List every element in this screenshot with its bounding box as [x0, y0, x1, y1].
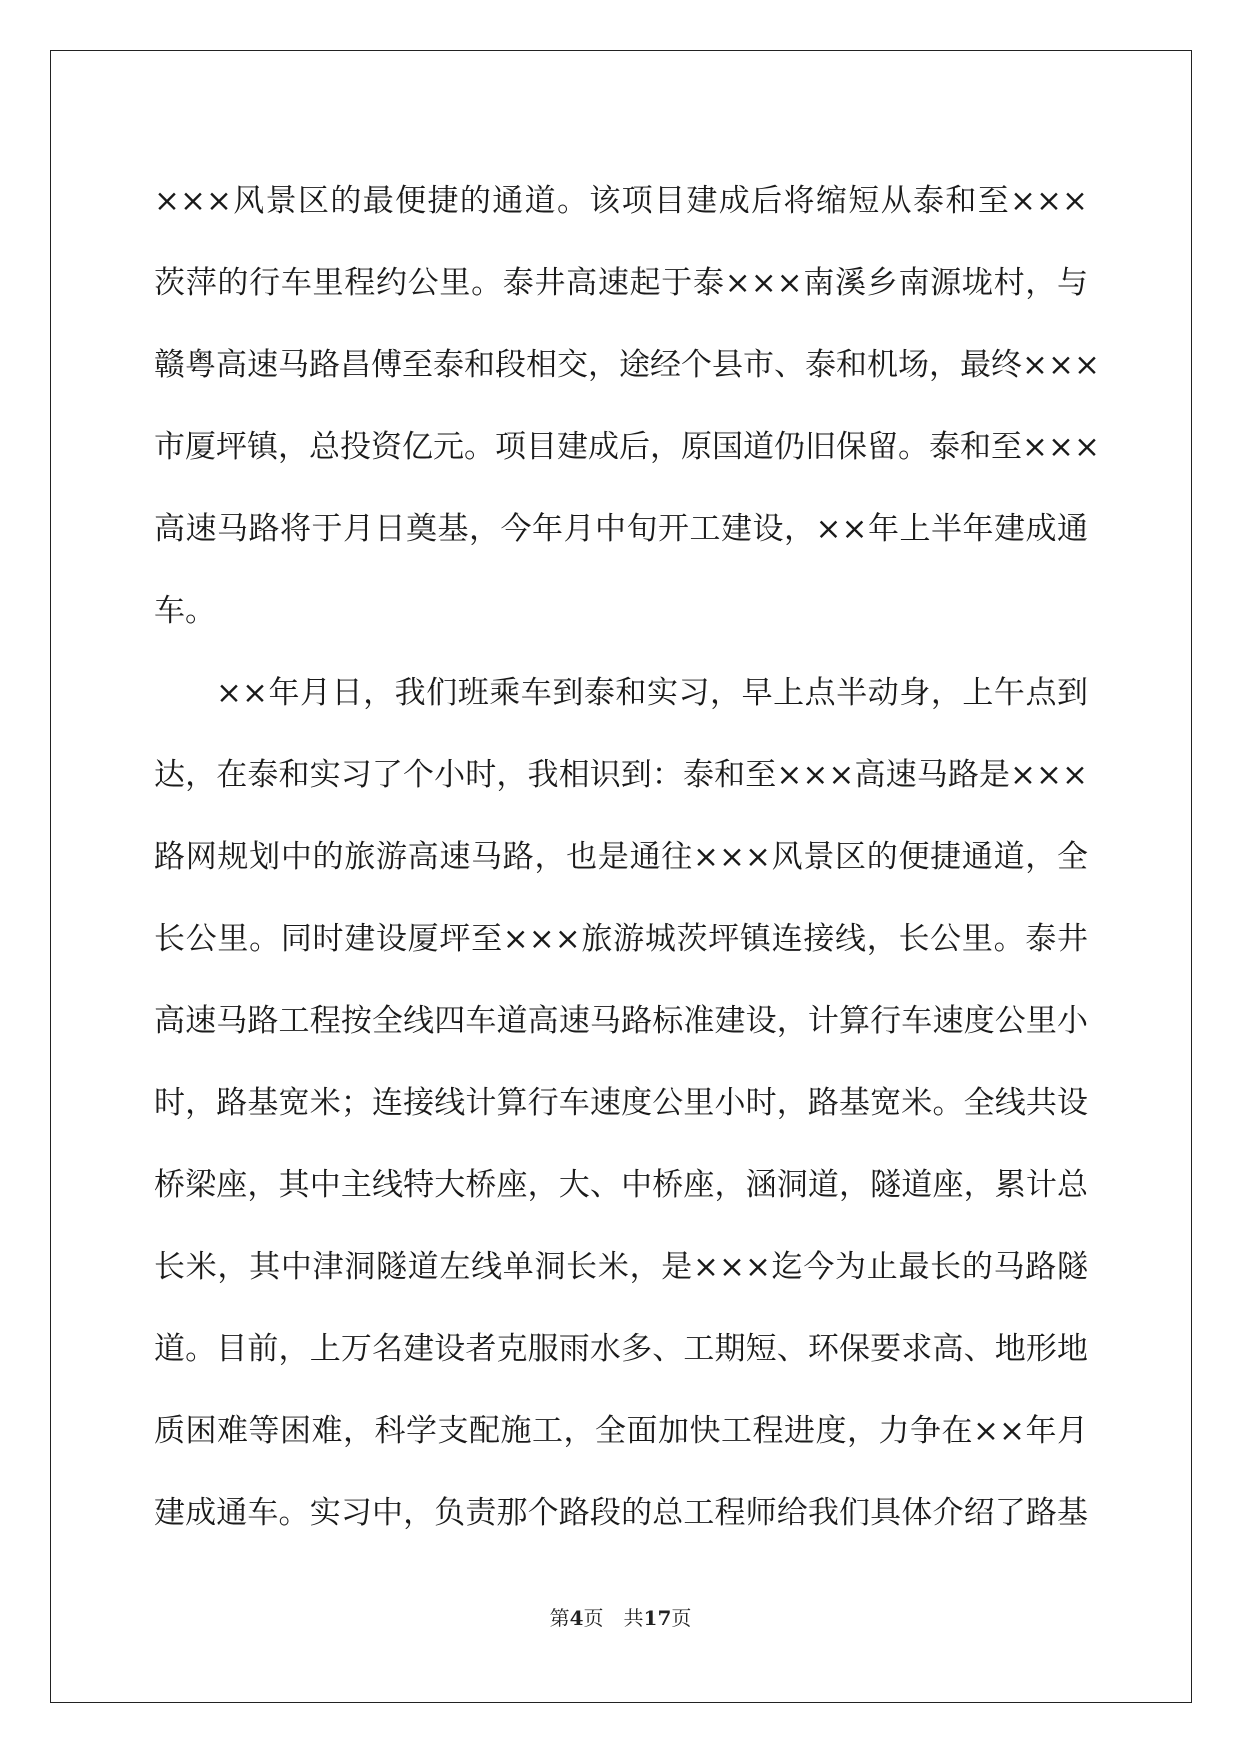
text-line: 道。目前，上万名建设者克服雨水多、工期短、环保要求高、地形地: [154, 1331, 1088, 1367]
total-prefix: 共: [623, 1606, 644, 1630]
text-line: 桥梁座，其中主线特大桥座，大、中桥座，涵洞道，隧道座，累计总: [154, 1167, 1088, 1203]
total-pages: 17: [643, 1606, 672, 1630]
text-line: 长公里。同时建设厦坪至×××旅游城茨坪镇连接线，长公里。泰井: [154, 921, 1088, 957]
text-line: 长米，其中津洞隧道左线单洞长米，是×××迄今为止最长的马路隧: [154, 1249, 1088, 1285]
text-line: 市厦坪镇，总投资亿元。项目建成后，原国道仍旧保留。泰和至×××: [154, 429, 1100, 465]
page-footer: [0, 1602, 1241, 1631]
text-line: 质困难等困难，科学支配施工，全面加快工程进度，力争在××年月: [154, 1413, 1088, 1449]
text-line: 高速马路将于月日奠基，今年月中旬开工建设，××年上半年建成通: [154, 511, 1088, 547]
page-prefix: 第: [549, 1606, 570, 1630]
text-line: 建成通车。实习中，负责那个路段的总工程师给我们具体介绍了路基: [154, 1495, 1088, 1531]
text-line: ×××风景区的最便捷的通道。该项目建成后将缩短从泰和至×××: [154, 183, 1088, 219]
text-line: 路网规划中的旅游高速马路，也是通往×××风景区的便捷通道，全: [154, 839, 1088, 875]
text-line: 时，路基宽米；连接线计算行车速度公里小时，路基宽米。全线共设: [154, 1085, 1088, 1121]
text-line: 车。: [154, 593, 216, 629]
text-line: 高速马路工程按全线四车道高速马路标准建设，计算行车速度公里小: [154, 1003, 1088, 1039]
page-number: 4: [569, 1606, 584, 1630]
document-body: [154, 160, 1100, 1554]
page-suffix: 页: [583, 1606, 604, 1630]
total-suffix: 页: [671, 1606, 692, 1630]
text-line: 赣粤高速马路昌傅至泰和段相交，途经个县市、泰和机场，最终×××: [154, 347, 1100, 383]
text-line: 达，在泰和实习了个小时，我相识到：泰和至×××高速马路是×××: [154, 757, 1088, 793]
text-line: 茨萍的行车里程约公里。泰井高速起于泰×××南溪乡南源垅村，与: [154, 265, 1088, 301]
paragraph-first-line: ××年月日，我们班乘车到泰和实习，早上点半动身，上午点到: [216, 675, 1088, 711]
